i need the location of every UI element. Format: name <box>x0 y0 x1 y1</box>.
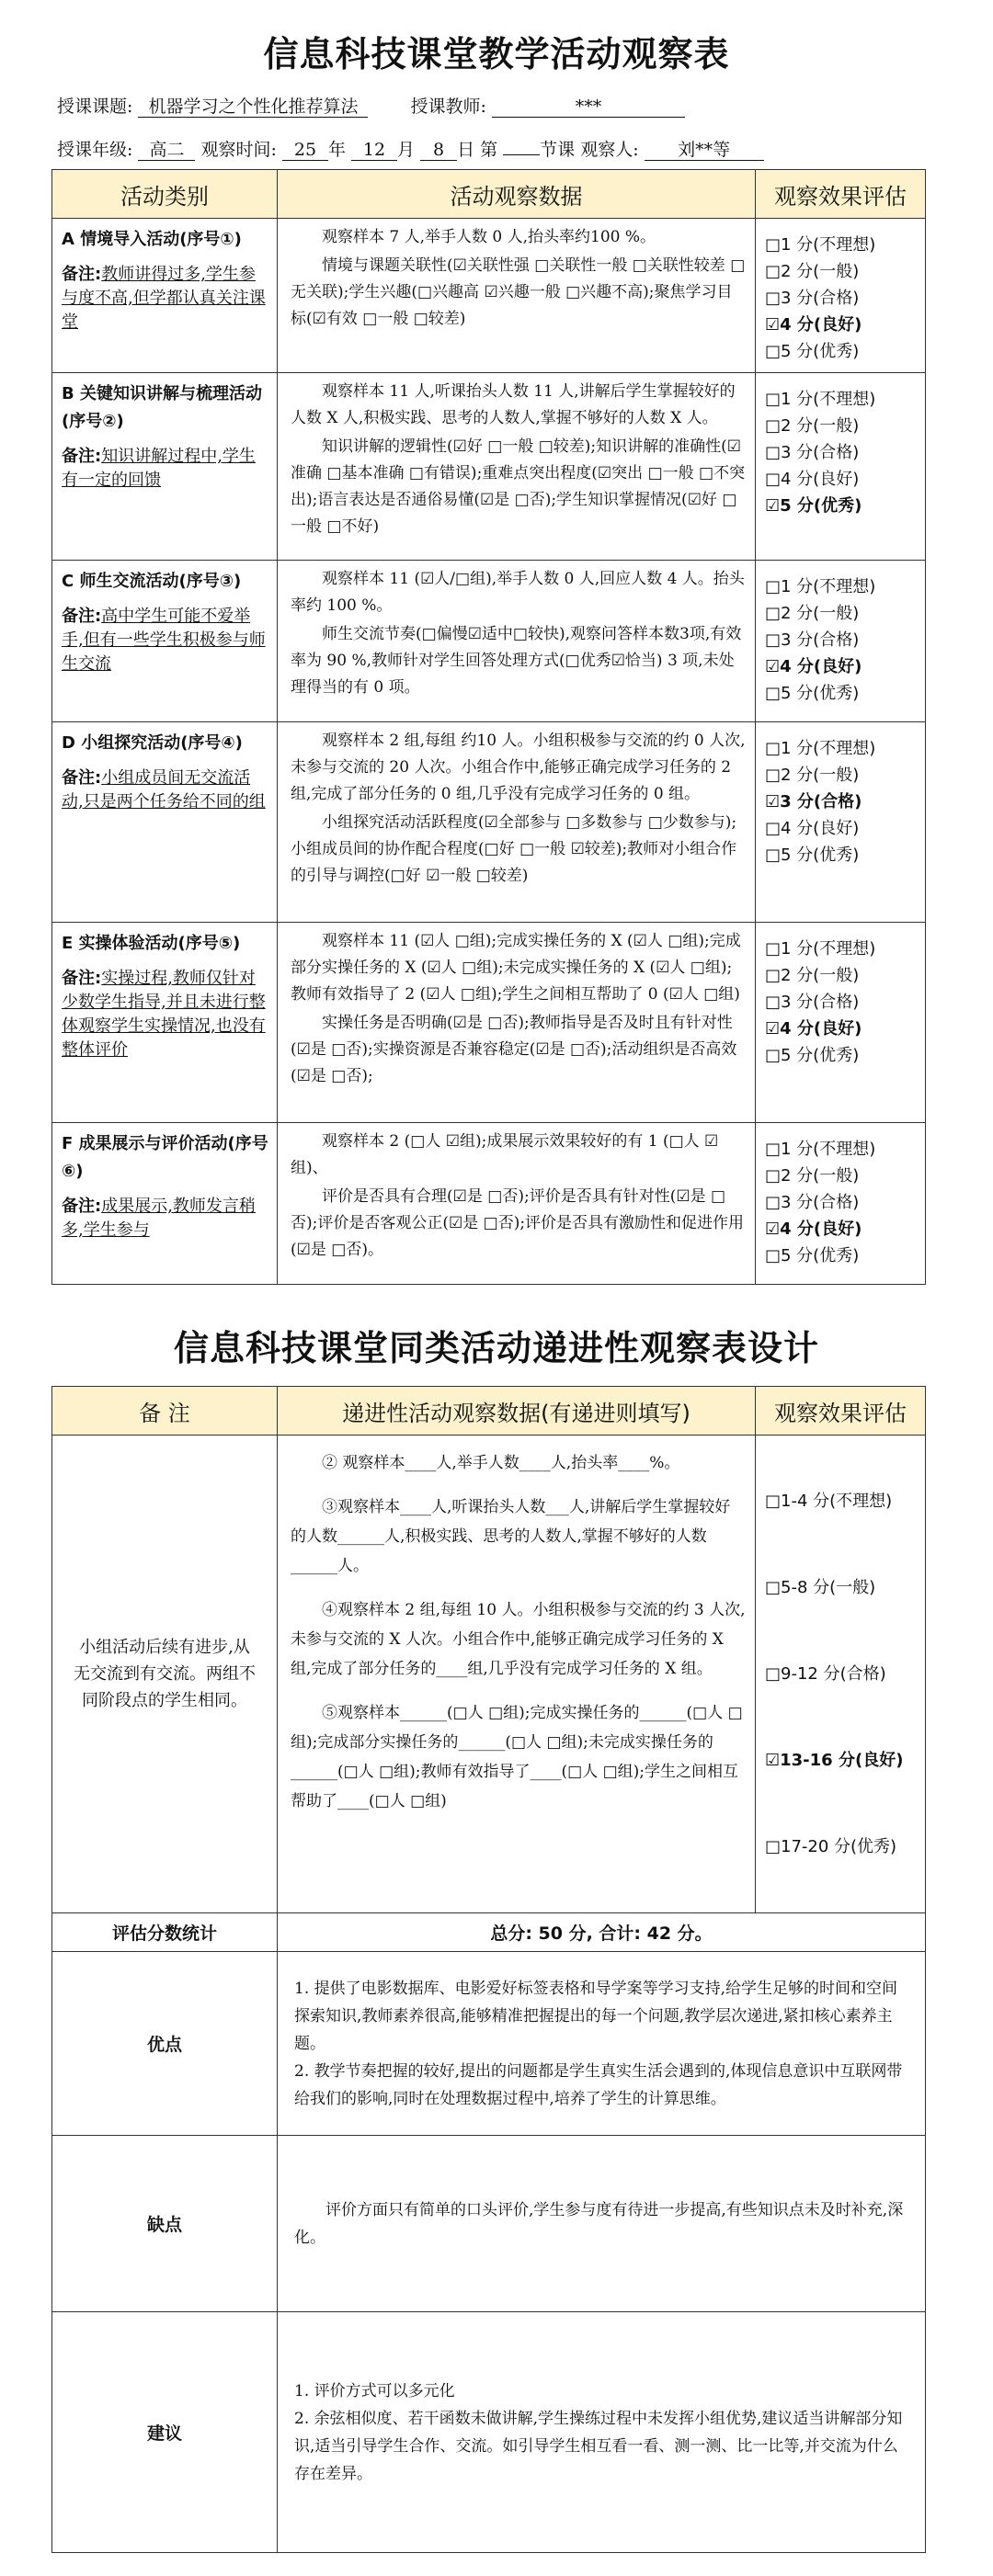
eval-option[interactable]: □17-20 分(优秀) <box>765 1836 897 1856</box>
table-row: A 情境导入活动(序号①) 备注:教师讲得过多,学生参与度不高,但学都认真关注课堂 观察样本 7 人,举手人数 0 人,抬头率约100 %。 情境与课题关联性(☑关联性强 □关联性一般 □关联性较差 □无关联);学生兴趣(□兴趣高 ☑兴趣一般 □兴趣不高);聚焦学习目标(☑有效 □一般 □较差) □1 分(不理想) □2 分(一般) □3 分(合格) ☑4 分(良好) □5 分(优秀) <box>52 219 926 373</box>
eval-option-checked[interactable]: ☑4 分(良好) <box>765 315 862 335</box>
observation-text: 小组探究活动活跃程度(☑全部参与 □多数参与 □少数参与);小组成员间的协作配合程度(□好 □一般 ☑较差);教师对小组合作的引导与调控(□好 ☑一般 □较差) <box>291 813 737 885</box>
table-row <box>52 2136 926 2312</box>
eval-option-checked[interactable]: ☑4 分(良好) <box>765 657 862 676</box>
activity-note: 实操过程,教师仅针对少数学生指导,并且未进行整体观察学生实操情况,也没有整体评价 <box>62 969 266 1060</box>
score-label: 评估分数统计 <box>52 1913 278 1952</box>
observation-text: ③观察样本____人,听课抬头人数___人,讲解后学生掌握较好的人数______人,积极实践、思考的人数人,掌握不够好的人数______人。 <box>291 1498 731 1575</box>
eval-option[interactable]: □3 分(合格) <box>765 993 860 1012</box>
eval-option[interactable]: □5 分(优秀) <box>765 342 860 361</box>
eval-option[interactable]: □3 分(合格) <box>765 630 860 650</box>
table-row <box>52 2312 926 2553</box>
period-value <box>503 134 540 155</box>
eval-option[interactable]: □4 分(良好) <box>765 470 860 489</box>
activity-name: B 关键知识讲解与梳理活动(序号②) <box>62 384 262 431</box>
header-progressive-data: 递进性活动观察数据(有递进则填写) <box>278 1387 756 1436</box>
observation-text: 观察样本 11 (☑人 □组);完成实操任务的 X (☑人 □组);完成部分实操任务的 X (☑人 □组);未完成实操任务的 X (☑人 □组);教师有效指导了 2 (☑人 □组);学生之间相互帮助了 0 (☑人 □组) <box>291 932 741 1004</box>
eval-option[interactable]: □5 分(优秀) <box>765 1246 860 1265</box>
eval-option[interactable]: □2 分(一般) <box>765 262 860 281</box>
eval-option[interactable]: □9-12 分(合格) <box>765 1663 886 1684</box>
activity-note: 教师讲得过多,学生参与度不高,但学都认真关注课堂 <box>62 265 266 332</box>
header-evaluation: 观察效果评估 <box>756 1387 926 1436</box>
cons-text: 评价方面只有简单的口头评价,学生参与度有待进一步提高,有些知识点未及时补充,深化。 <box>278 2136 926 2312</box>
observation-text: 观察样本 2 (□人 ☑组);成果展示效果较好的有 1 (□人 ☑组)、 <box>291 1132 719 1177</box>
topic-label: 授课课题: <box>57 96 133 117</box>
activity-name: F 成果展示与评价活动(序号⑥) <box>62 1134 268 1181</box>
eval-option[interactable]: □1 分(不理想) <box>765 1140 876 1159</box>
table-row <box>52 1913 926 1952</box>
observer-value: 刘**等 <box>645 140 764 161</box>
header-data: 活动观察数据 <box>278 170 756 219</box>
year-value: 25 <box>282 140 328 161</box>
eval-option[interactable]: □1 分(不理想) <box>765 577 876 596</box>
teacher-value: *** <box>492 96 685 118</box>
eval-option[interactable]: □2 分(一般) <box>765 966 860 985</box>
header-remark: 备 注 <box>52 1387 278 1436</box>
eval-option[interactable]: □5 分(优秀) <box>765 1046 860 1065</box>
eval-option-checked[interactable]: ☑4 分(良好) <box>765 1019 862 1038</box>
observation-text: 实操任务是否明确(☑是 □否);教师指导是否及时且有针对性(☑是 □否);实操资源是否兼容稳定(☑是 □否);活动组织是否高效(☑是 □否); <box>291 1014 737 1085</box>
table-row: E 实操体验活动(序号⑤) 备注:实操过程,教师仅针对少数学生指导,并且未进行整体观察学生实操情况,也没有整体评价 观察样本 11 (☑人 □组);完成实操任务的 X (☑人 □组);完成部分实操任务的 X (☑人 □组);未完成实操任务的 X (☑人 □组);教师有效指导了 2 (☑人 □组);学生之间相互帮助了 0 (☑人 □组) 实操任务是否明确(☑是 □否);教师指导是否及时且有针对性(☑是 □否);实操资源是否兼容稳定(☑是 □否);活动组织是否高效(☑是 □否); □1 分(不理想) □2 分(一般) □3 分(合格) ☑4 分(良好) □5 分(优秀) <box>52 923 926 1123</box>
observation-text: 师生交流节奏(□偏慢☑适中□较快),观察问答样本数3项,有效率为 90 %,教师针对学生回答处理方式(□优秀☑恰当) 3 项,未处理得当的有 0 项。 <box>291 625 742 697</box>
activity-note: 成果展示,教师发言稍多,学生参与 <box>62 1197 256 1240</box>
observation-text: 情境与课题关联性(☑关联性强 □关联性一般 □关联性较差 □无关联);学生兴趣(□兴趣高 ☑兴趣一般 □兴趣不高);聚焦学习目标(☑有效 □一般 □较差) <box>291 256 746 328</box>
suggestion-label: 建议 <box>52 2312 278 2553</box>
activity-name: D 小组探究活动(序号④) <box>62 733 243 753</box>
observation-text: ④观察样本 2 组,每组 10 人。小组积极参与交流的约 3 人次,未参与交流的 X 人次。小组合作中,能够正确完成学习任务的 X 组,完成了部分任务的____组,几乎没有完成学习任务的 X 组。 <box>291 1601 746 1678</box>
activity-name: C 师生交流活动(序号③) <box>62 572 242 591</box>
activity-name: E 实操体验活动(序号⑤) <box>62 934 241 953</box>
eval-option-checked[interactable]: ☑5 分(优秀) <box>765 496 862 516</box>
eval-option-checked[interactable]: ☑3 分(合格) <box>765 792 862 811</box>
eval-option[interactable]: □3 分(合格) <box>765 289 860 308</box>
form-title: 信息科技课堂教学活动观察表 <box>263 34 730 74</box>
suggestion-item: 2. 余弦相似度、若干函数未做讲解,学生操练过程中未发挥小组优势,建议适当讲解部分知识,适当引导学生合作、交流。如引导学生相互看一看、测一测、比一比等,并交流为什么存在差异。 <box>294 2409 903 2483</box>
activity-observation-table <box>51 169 926 1285</box>
observation-text: 观察样本 11 人,听课抬头人数 11 人,讲解后学生掌握较好的人数 X 人,积极实践、思考的人数人,掌握不够好的人数 X 人。 <box>291 382 736 427</box>
activity-note: 知识讲解过程中,学生有一定的回馈 <box>62 447 256 490</box>
eval-option[interactable]: □3 分(合格) <box>765 1193 860 1212</box>
pros-item: 2. 教学节奏把握的较好,提出的问题都是学生真实生活会遇到的,体现信息意识中互联网带给我们的影响,同时在处理数据过程中,培养了学生的计算思维。 <box>294 2061 903 2108</box>
progressive-observation-table <box>51 1386 926 2553</box>
table-row: F 成果展示与评价活动(序号⑥) 备注:成果展示,教师发言稍多,学生参与 观察样本 2 (□人 ☑组);成果展示效果较好的有 1 (□人 ☑组)、 评价是否具有合理(☑是 □否);评价是否具有针对性(☑是 □否);评价是否客观公正(☑是 □否);评价是否具有激励性和促进作用(☑是 □否)。 □1 分(不理想) □2 分(一般) □3 分(合格) ☑4 分(良好) □5 分(优秀) <box>52 1123 926 1285</box>
info-line-2: 授课年级: 高二 观察时间: 25 年 12 月 8 日 第 节课 观察人: 刘**等 <box>57 134 764 161</box>
pros-item: 1. 提供了电影数据库、电影爱好标签表格和导学案等学习支持,给学生足够的时间和空间探索知识,教师素养很高,能够精准把握提出的每一个问题,教学层次递进,紧扣核心素养主题。 <box>294 1979 898 2053</box>
observer-label: 观察人: <box>580 140 639 160</box>
eval-option[interactable]: □1 分(不理想) <box>765 390 876 409</box>
eval-option[interactable]: □5-8 分(一般) <box>765 1577 876 1597</box>
eval-option[interactable]: □3 分(合格) <box>765 443 860 462</box>
eval-option[interactable]: □2 分(一般) <box>765 604 860 623</box>
eval-option[interactable]: □1 分(不理想) <box>765 939 876 959</box>
progressive-form-title: 信息科技课堂同类活动递进性观察表设计 <box>173 1328 819 1368</box>
observation-text: 评价是否具有合理(☑是 □否);评价是否具有针对性(☑是 □否);评价是否客观公正(☑是 □否);评价是否具有激励性和促进作用(☑是 □否)。 <box>291 1187 745 1259</box>
eval-option[interactable]: □4 分(良好) <box>765 819 860 838</box>
activity-name: A 情境导入活动(序号①) <box>62 230 242 249</box>
table-row <box>52 1952 926 2136</box>
observation-text: ② 观察样本____人,举手人数____人,抬头率____%。 <box>322 1454 680 1472</box>
suggestion-item: 1. 评价方式可以多元化 <box>294 2381 455 2400</box>
pros-label: 优点 <box>52 1952 278 2136</box>
eval-option[interactable]: □2 分(一般) <box>765 416 860 436</box>
month-value: 12 <box>351 140 397 161</box>
table-row: D 小组探究活动(序号④) 备注:小组成员间无交流活动,只是两个任务给不同的组 观察样本 2 组,每组 约10 人。小组积极参与交流的约 0 人次,未参与交流的 20 人次。小组合作中,能够正确完成学习任务的 2 组,完成了部分任务的 0 组,几乎没有完成学习任务的 0 组。 小组探究活动活跃程度(☑全部参与 □多数参与 □少数参与);小组成员间的协作配合程度(□好 □一般 ☑较差);教师对小组合作的引导与调控(□好 ☑一般 □较差) □1 分(不理想) □2 分(一般) ☑3 分(合格) □4 分(良好) □5 分(优秀) <box>52 722 926 923</box>
table-row: B 关键知识讲解与梳理活动(序号②) 备注:知识讲解过程中,学生有一定的回馈 观察样本 11 人,听课抬头人数 11 人,讲解后学生掌握较好的人数 X 人,积极实践、思考的人数人,掌握不够好的人数 X 人。 知识讲解的逻辑性(☑好 □一般 □较差);知识讲解的准确性(☑准确 □基本准确 □有错误);重难点突出程度(☑突出 □一般 □不突出);语言表达是否通俗易懂(☑是 □否);学生知识掌握情况(☑好 □一般 □不好) □1 分(不理想) □2 分(一般) □3 分(合格) □4 分(良好) ☑5 分(优秀) <box>52 373 926 561</box>
time-label: 观察时间: <box>200 140 277 160</box>
grade-label: 授课年级: <box>57 140 133 160</box>
topic-value: 机器学习之个性化推荐算法 <box>138 96 368 118</box>
table-row <box>52 1436 926 1913</box>
header-category: 活动类别 <box>52 170 278 219</box>
day-value: 8 <box>420 140 457 161</box>
observation-text: ⑤观察样本______(□人 □组);完成实操任务的______(□人 □组);完成部分实操任务的______(□人 □组);未完成实操任务的______(□人 □组);教师有效指导了____(□人 □组);学生之间相互帮助了____(□人 □组) <box>291 1704 743 1810</box>
eval-option-checked[interactable]: ☑13-16 分(良好) <box>765 1750 904 1770</box>
teacher-label: 授课教师: <box>410 96 486 117</box>
eval-option[interactable]: □1-4 分(不理想) <box>765 1491 893 1511</box>
cons-label: 缺点 <box>52 2136 278 2312</box>
eval-option[interactable]: □1 分(不理想) <box>765 739 876 758</box>
info-line-1 <box>57 93 685 118</box>
eval-option[interactable]: □5 分(优秀) <box>765 845 860 865</box>
grade-value: 高二 <box>138 140 195 161</box>
eval-option[interactable]: □5 分(优秀) <box>765 684 860 703</box>
eval-option-checked[interactable]: ☑4 分(良好) <box>765 1220 862 1239</box>
eval-option[interactable]: □2 分(一般) <box>765 766 860 785</box>
remark-text: 小组活动后续有进步,从无交流到有交流。两组不同阶段点的学生相同。 <box>52 1436 278 1913</box>
table-row: C 师生交流活动(序号③) 备注:高中学生可能不爱举手,但有一些学生积极参与师生交流 观察样本 11 (☑人/□组),举手人数 0 人,回应人数 4 人。抬头率约 100 %。 师生交流节奏(□偏慢☑适中□较快),观察问答样本数3项,有效率为 90 %,教师针对学生回答处理方式(□优秀☑恰当) 3 项,未处理得当的有 0 项。 □1 分(不理想) □2 分(一般) □3 分(合格) ☑4 分(良好) □5 分(优秀) <box>52 561 926 722</box>
header-evaluation: 观察效果评估 <box>756 170 926 219</box>
observation-text: 知识讲解的逻辑性(☑好 □一般 □较差);知识讲解的准确性(☑准确 □基本准确 □有错误);重难点突出程度(☑突出 □一般 □不突出);语言表达是否通俗易懂(☑是 □否);学生知识掌握情况(☑好 □一般 □不好) <box>291 437 746 536</box>
observation-text: 观察样本 2 组,每组 约10 人。小组积极参与交流的约 0 人次,未参与交流的 20 人次。小组合作中,能够正确完成学习任务的 2 组,完成了部分任务的 0 组,几乎没有完成学习任务的 0 组。 <box>291 732 746 803</box>
observation-text: 观察样本 11 (☑人/□组),举手人数 0 人,回应人数 4 人。抬头率约 100 %。 <box>291 570 745 615</box>
score-total: 总分: 50 分, 合计: 42 分。 <box>278 1913 926 1952</box>
activity-note: 高中学生可能不爱举手,但有一些学生积极参与师生交流 <box>62 607 266 674</box>
activity-note: 小组成员间无交流活动,只是两个任务给不同的组 <box>62 768 266 811</box>
eval-option[interactable]: □1 分(不理想) <box>765 235 876 255</box>
eval-option[interactable]: □2 分(一般) <box>765 1166 860 1186</box>
observation-text: 观察样本 7 人,举手人数 0 人,抬头率约100 %。 <box>322 228 656 246</box>
